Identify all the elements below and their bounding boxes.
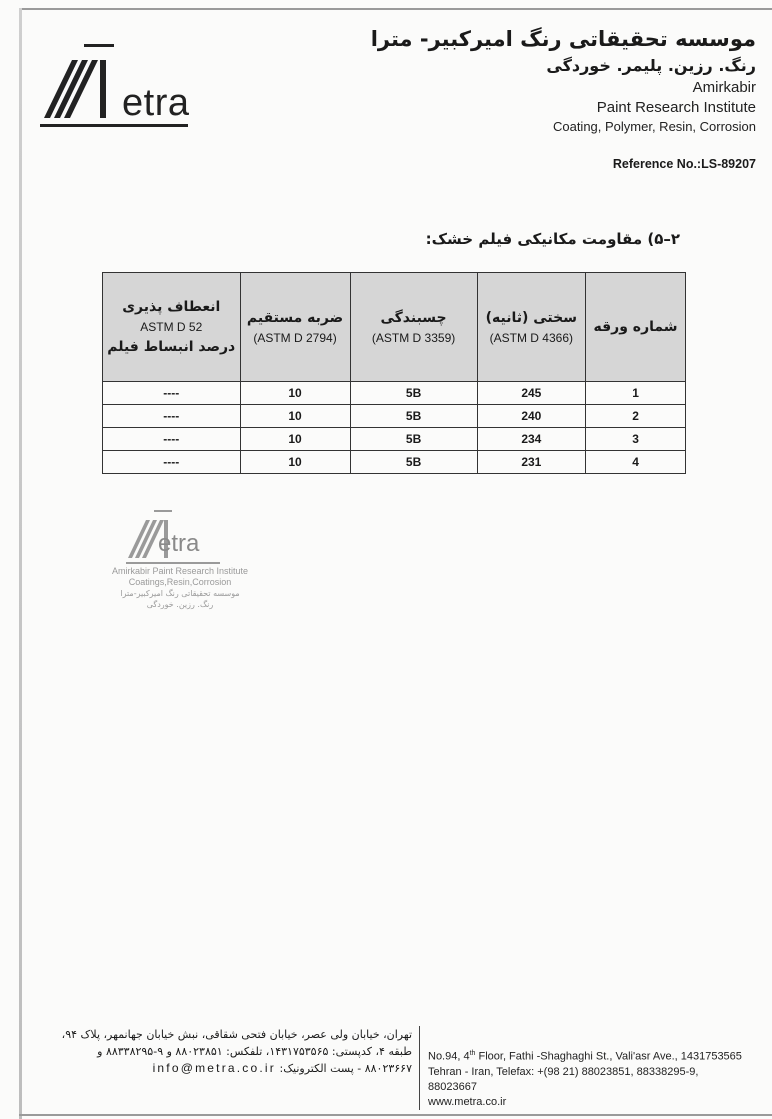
cell-sheet-number: 4 (586, 451, 686, 474)
stamp-line-4: رنگ. رزین. خوردگی (146, 600, 214, 609)
cell-sheet-number: 2 (586, 405, 686, 428)
cell-sheet-number: 1 (586, 382, 686, 405)
cell-adhesion: 5B (350, 405, 477, 428)
footer-fa-line-2: طبقه ۴، کدپستی: ۱۴۳۱۷۵۳۵۶۵، تلفکس: ۸۸۰۲۳۸۵۱ و ۹-۸۸۳۳۸۲۹۵ و (97, 1045, 412, 1058)
header-impact-standard: (ASTM D 2794) (253, 331, 337, 345)
cell-flexibility: ---- (103, 405, 241, 428)
cell-impact: 10 (240, 428, 350, 451)
header-sheet-number (586, 273, 686, 382)
cell-hardness: 234 (477, 428, 585, 451)
section-title: ۲–۵) مقاومت مکانیکی فیلم خشک: (425, 230, 680, 248)
institute-name-en-2: Paint Research Institute (596, 99, 756, 116)
header-hardness (477, 273, 585, 382)
header-flexibility-standard: ASTM D 52 (140, 320, 203, 334)
header-hardness-label: سختی (ثانیه) (485, 310, 578, 326)
header-flexibility-sub: درصد انبساط فیلم (107, 339, 236, 355)
cell-impact: 10 (240, 382, 350, 405)
page-border-bottom (19, 1114, 772, 1116)
table-row (103, 451, 686, 474)
stamp-line-1: Amirkabir Paint Research Institute (111, 566, 249, 576)
cell-adhesion: 5B (350, 382, 477, 405)
table-header-row (103, 273, 686, 382)
stamp-line-3: موسسه تحقیقاتی رنگ امیرکبیر-مترا (120, 589, 240, 598)
header-sheet-number-label: شماره ورقه (593, 319, 678, 335)
page-border-top (19, 8, 772, 10)
cell-hardness: 240 (477, 405, 585, 428)
footer-website[interactable]: www.metra.co.ir (428, 1095, 507, 1108)
header-adhesion-label: چسبندگی (380, 310, 447, 326)
header-adhesion-standard: (ASTM D 3359) (371, 331, 456, 345)
cell-flexibility: ---- (103, 451, 241, 474)
footer-en-line-1-start: No.94, 4 (428, 1050, 470, 1063)
metra-logo (40, 40, 190, 132)
institute-title-fa: موسسه تحقیقاتی رنگ امیرکبیر- مترا (370, 27, 756, 51)
header-flexibility (103, 273, 241, 382)
header-hardness-standard: (ASTM D 4366) (489, 331, 574, 345)
cell-adhesion: 5B (350, 428, 477, 451)
footer-en-sup: th (469, 1050, 476, 1057)
cell-hardness: 245 (477, 382, 585, 405)
footer-address-en (428, 1046, 764, 1110)
stamp-logo-text: etra (158, 530, 200, 557)
institute-fields-en: Coating, Polymer, Resin, Corrosion (552, 119, 756, 134)
reference-number: Reference No.:LS-89207 (612, 157, 756, 171)
page-border-left (19, 8, 22, 1119)
logo-text: etra (122, 82, 190, 124)
institute-name-en-1: Amirkabir (692, 79, 756, 96)
footer-address-fa (60, 1026, 412, 1077)
cell-hardness: 231 (477, 451, 585, 474)
cell-impact: 10 (240, 405, 350, 428)
cell-flexibility: ---- (103, 428, 241, 451)
header-flexibility-label: انعطاف پذیری (122, 299, 221, 315)
results-table (102, 272, 686, 474)
cell-impact: 10 (240, 451, 350, 474)
footer-email[interactable]: info@metra.co.ir (152, 1061, 276, 1075)
institute-stamp (100, 508, 260, 610)
footer-fa-line-3-prefix: ۸۸۰۲۳۶۶۷ - پست الکترونیک: (279, 1062, 412, 1075)
footer-fa-line-1: تهران، خیابان ولی عصر، خیابان فتحی شقاقی، نبش خیابان جهانمهر، پلاک ۹۴، (61, 1028, 412, 1041)
header-adhesion (350, 273, 477, 382)
table-row (103, 382, 686, 405)
cell-sheet-number: 3 (586, 428, 686, 451)
cell-flexibility: ---- (103, 382, 241, 405)
footer-en-line-1 (428, 1046, 764, 1065)
table-row (103, 428, 686, 451)
footer-en-line-1-rest: Floor, Fathi -Shaghaghi St., Vali'asr Ave., 1431753565 (475, 1050, 742, 1063)
footer-en-line-3: 88023667 (428, 1080, 477, 1093)
institute-subtitle-fa: رنگ. رزین. پلیمر. خوردگی (546, 56, 756, 75)
stamp-logo (100, 508, 260, 566)
header (336, 24, 756, 136)
footer-divider (419, 1026, 420, 1110)
cell-adhesion: 5B (350, 451, 477, 474)
footer-fa-line-3 (60, 1060, 412, 1077)
header-impact-label: ضربه مستقیم (246, 310, 344, 326)
stamp-line-2: Coatings,Resin,Corrosion (128, 577, 232, 587)
table-row (103, 405, 686, 428)
footer-en-line-2: Tehran - Iran, Telefax: +(98 21) 88023851, 88338295-9, (428, 1065, 699, 1078)
header-direct-impact (240, 273, 350, 382)
